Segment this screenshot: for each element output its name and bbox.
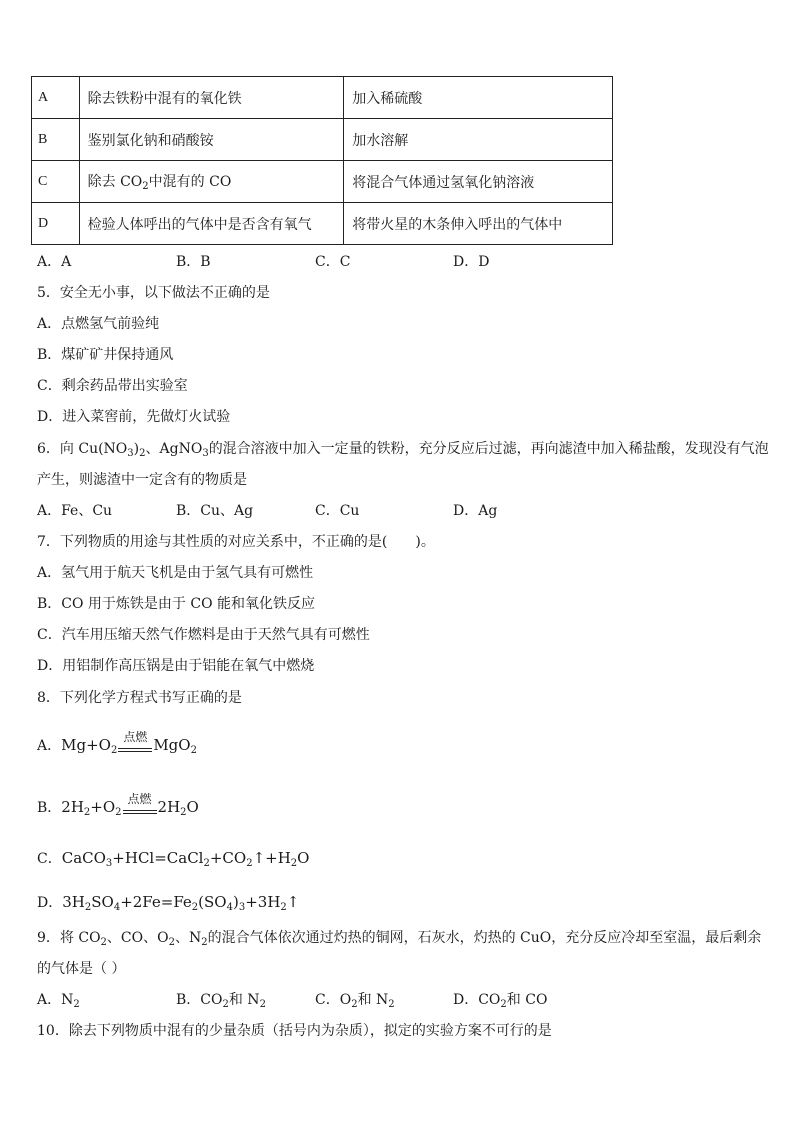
q8-stem: 8．下列化学方程式书写正确的是: [37, 690, 242, 706]
q5-option-c[interactable]: C．剩余药品带出实验室: [37, 378, 188, 394]
options-table: [31, 76, 613, 245]
row-purpose: 鉴别氯化钠和硝酸铵: [79, 119, 344, 161]
row-method: 加入稀硫酸: [344, 77, 613, 119]
answer-option[interactable]: C．$O_2$和 $N_2$: [315, 992, 395, 1010]
row-key: A: [32, 77, 80, 119]
q7-option-c[interactable]: C．汽车用压缩天然气作燃料是由于天然气具有可燃性: [37, 627, 370, 643]
row-key: D: [32, 203, 80, 245]
q7-stem: 7．下列物质的用途与其性质的对应关系中，不正确的是( )。: [37, 534, 435, 550]
q8-option-d[interactable]: D．$3H_2SO_4+2Fe=Fe_2(SO_4)_3+3H_2↑$: [37, 893, 300, 913]
answer-option[interactable]: C．Cu: [315, 503, 360, 519]
row-method: 将带火星的木条伸入呼出的气体中: [344, 203, 613, 245]
q7-option-b[interactable]: B．CO 用于炼铁是由于 CO 能和氧化铁反应: [37, 596, 316, 612]
answer-option[interactable]: D．D: [453, 254, 490, 270]
row-key: C: [32, 161, 80, 203]
table-row: [32, 77, 613, 119]
answer-option[interactable]: B．$CO_2$和 $N_2$: [176, 992, 266, 1010]
q5-stem: 5．安全无小事，以下做法不正确的是: [37, 285, 270, 301]
q5-option-d[interactable]: D．进入菜窖前，先做灯火试验: [37, 409, 231, 425]
q9-stem-line2: 的气体是（ ）: [37, 961, 126, 977]
row-purpose: 检验人体呼出的气体中是否含有氧气: [79, 203, 344, 245]
q7-option-a[interactable]: A．氢气用于航天飞机是由于氢气具有可燃性: [37, 565, 314, 581]
reaction-condition: 点燃: [123, 803, 157, 823]
q8-option-a[interactable]: A．$Mg+O_2$ 点燃 MgO$_2$: [37, 735, 197, 761]
q8-option-b[interactable]: B．$2H_2+O_2$ 点燃 $2H_2O$: [37, 797, 199, 823]
q6-stem: 6．向 $Cu(NO_3)_2$、AgNO$_3$的混合溶液中加入一定量的铁粉，充分反应后过滤，再向滤渣中加入稀盐酸，发现没有气泡: [37, 441, 769, 459]
table-row: [32, 203, 613, 245]
q5-option-a[interactable]: A．点燃氢气前验纯: [37, 316, 160, 332]
answer-option[interactable]: A．A: [37, 254, 72, 270]
row-purpose: 除去铁粉中混有的氧化铁: [79, 77, 344, 119]
q8-option-c[interactable]: C．$CaCO_3+HCl=CaCl_2+CO_2↑+H_2O$: [37, 849, 310, 869]
answer-option[interactable]: C．C: [315, 254, 351, 270]
row-key: B: [32, 119, 80, 161]
answer-option[interactable]: B．Cu、Ag: [176, 503, 254, 519]
q6-stem-line2: 产生，则滤渣中一定含有的物质是: [37, 472, 247, 488]
answer-option[interactable]: A．$N_2$: [37, 992, 80, 1010]
table-row: [32, 161, 613, 203]
table-row: [32, 119, 613, 161]
reaction-condition: 点燃: [118, 741, 152, 761]
row-method: 加水溶解: [344, 119, 613, 161]
answer-option[interactable]: B．B: [176, 254, 211, 270]
answer-option[interactable]: D．$CO_2$和 CO: [453, 992, 548, 1010]
answer-option[interactable]: D．Ag: [453, 503, 498, 519]
q9-stem: 9．将 $CO_2$、CO、$O_2$、$N_2$的混合气体依次通过灼热的铜网，石灰水，灼热的 CuO，充分反应冷却至室温，最后剩余: [37, 930, 762, 948]
row-purpose: 除去 $CO_2$中混有的 CO: [79, 161, 344, 203]
q5-option-b[interactable]: B．煤矿矿井保持通风: [37, 347, 174, 363]
q7-option-d[interactable]: D．用铝制作高压锅是由于铝能在氧气中燃烧: [37, 658, 315, 674]
answer-option[interactable]: A．Fe、Cu: [37, 503, 113, 519]
q10-stem: 10．除去下列物质中混有的少量杂质（括号内为杂质），拟定的实验方案不可行的是: [37, 1023, 552, 1039]
row-method: 将混合气体通过氢氧化钠溶液: [344, 161, 613, 203]
